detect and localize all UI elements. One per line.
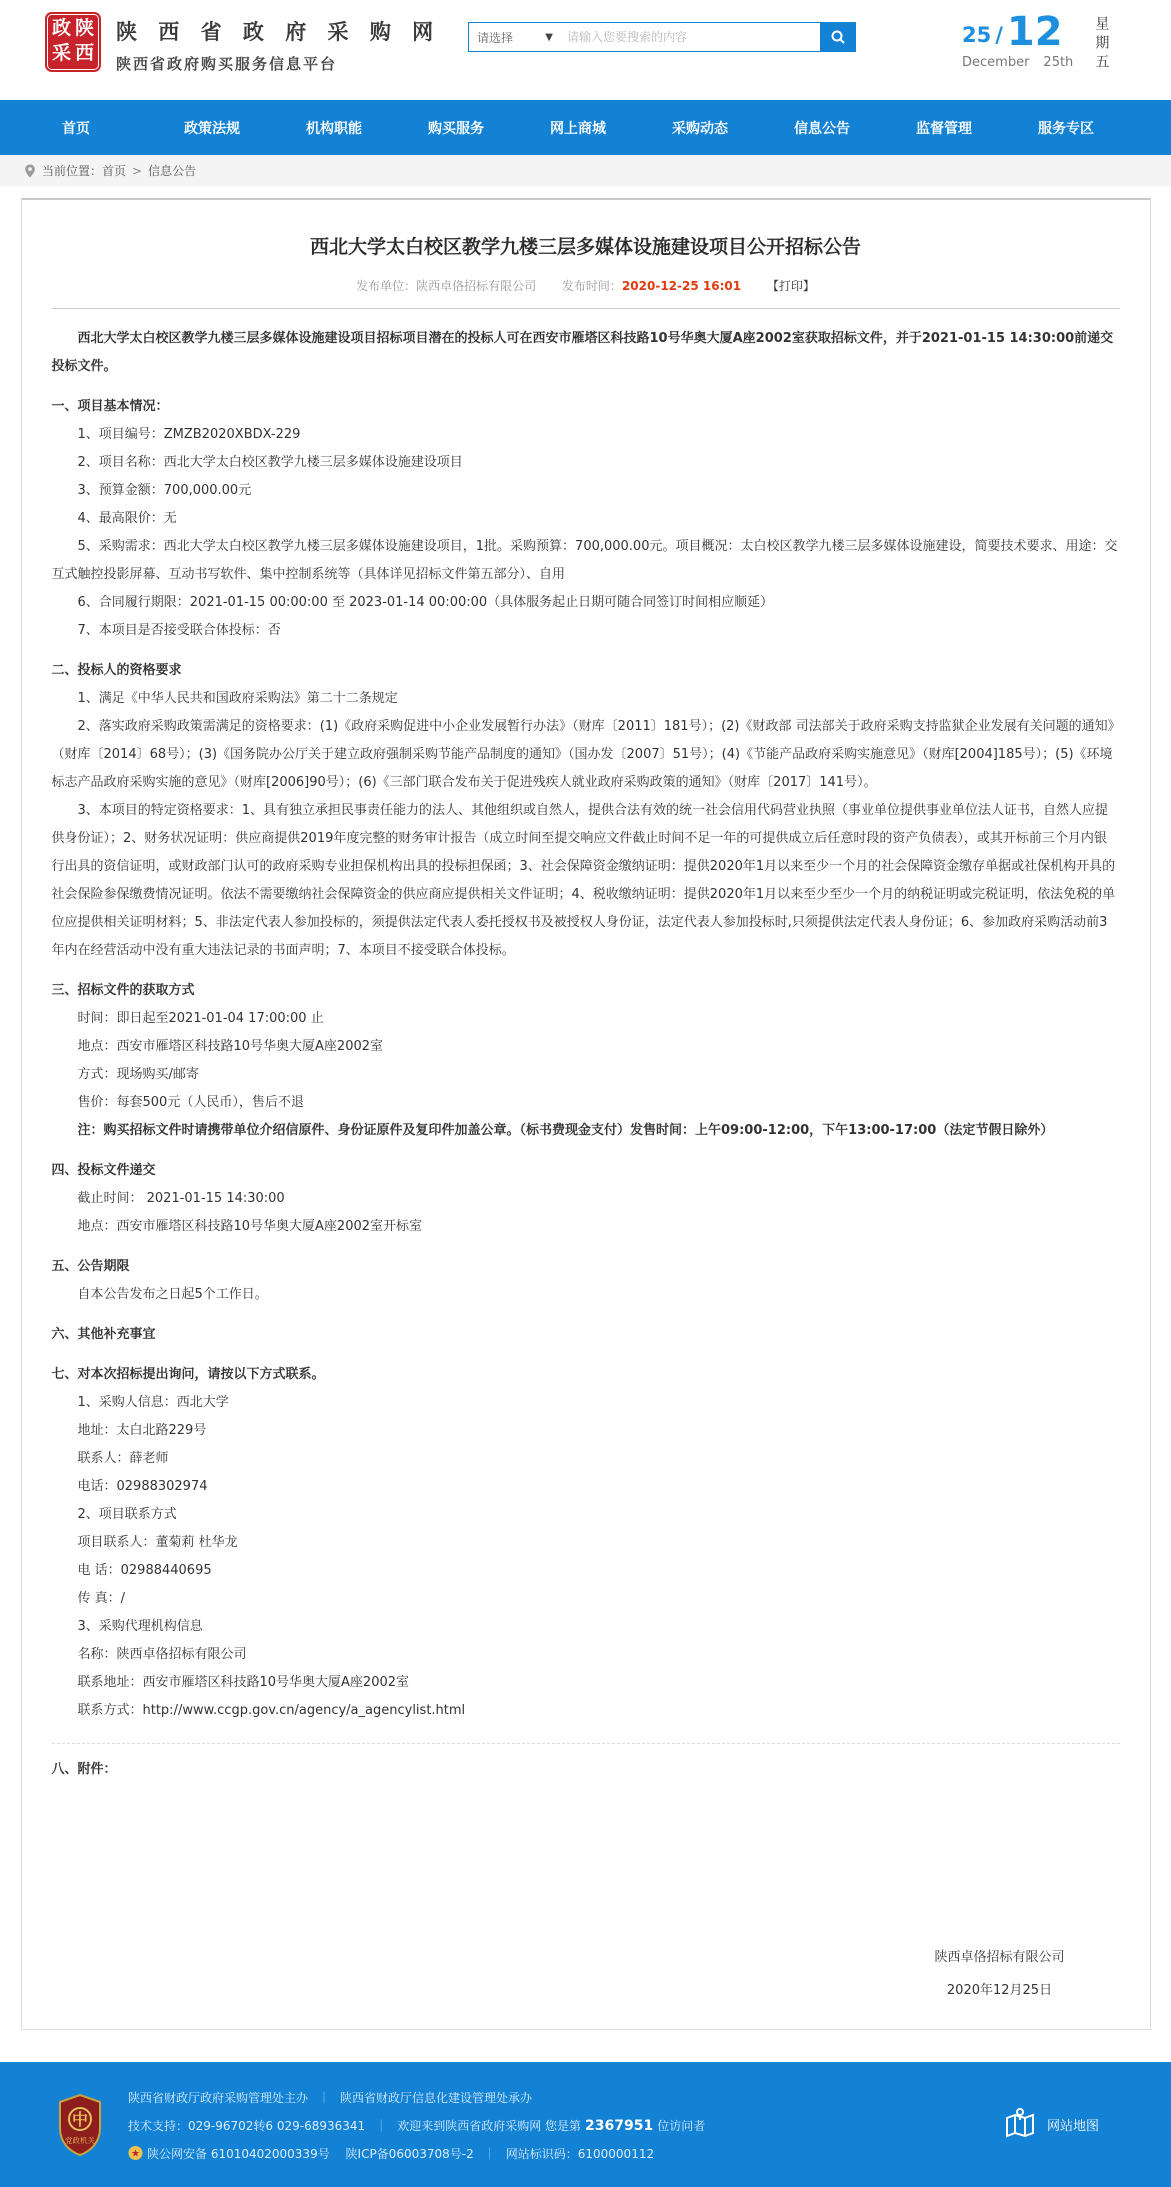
footer-separator: ｜ xyxy=(483,2147,496,2161)
svg-text:中: 中 xyxy=(71,2110,89,2129)
section-2-para-0: 时间：即日起至2021-01-04 17:00:00 止 xyxy=(77,1011,324,1026)
section-0-para-3: 4、最高限价：无 xyxy=(77,511,177,526)
nav-item-6[interactable]: 信息公告 xyxy=(794,120,850,137)
brand-block xyxy=(116,16,440,74)
svg-text:★: ★ xyxy=(131,2148,140,2160)
section-0-para-4: 5、采购需求：西北大学太白校区教学九楼三层多媒体设施建设项目，1批。采购预算：700,000.00元。项目概况：太白校区教学九楼三层多媒体设施建设，简要技术要求、用途：交互式触控投影屏幕、互动书写软件、集中控制系统等（具体详见招标文件第五部分）、自用 xyxy=(51,539,1118,582)
section-heading-5: 六、其他补充事宜 xyxy=(51,1327,156,1342)
section-heading-1: 二、投标人的资格要求 xyxy=(51,663,182,678)
article-intro: 西北大学太白校区教学九楼三层多媒体设施建设项目招标项目潜在的投标人可在西安市雁塔区科技路10号华奥大厦A座2002室获取招标文件，并于2021-01-15 14:30:00前递交投标文件。 xyxy=(51,331,1114,374)
section-heading-7: 八、附件： xyxy=(51,1762,117,1777)
section-0-para-2: 3、预算金额：700,000.00元 xyxy=(77,483,252,498)
section-heading-2: 三、招标文件的获取方式 xyxy=(51,983,195,998)
section-6-para-9: 名称：陕西卓佫招标有限公司 xyxy=(77,1647,247,1662)
nav-item-1[interactable]: 政策法规 xyxy=(184,120,240,137)
signoff-company: 陕西卓佫招标有限公司 xyxy=(934,1950,1065,1965)
date-slash: / xyxy=(995,23,1003,47)
nav-item-4[interactable]: 网上商城 xyxy=(550,120,606,137)
nav-item-0[interactable]: 首页 xyxy=(62,120,90,137)
section-6-para-5: 项目联系人：董菊莉 杜华龙 xyxy=(77,1535,238,1550)
footer-welcome: 欢迎来到陕西省政府采购网 您是第 xyxy=(397,2119,582,2133)
section-2-para-2: 方式：现场购买/邮寄 xyxy=(77,1067,199,1082)
section-heading-4: 五、公告期限 xyxy=(51,1259,130,1274)
footer-line-3 xyxy=(128,2140,705,2168)
search-input[interactable] xyxy=(561,23,820,51)
footer-host: 陕西省财政厅政府采购管理处主办 xyxy=(128,2091,309,2105)
section-2-para-4: 注：购买招标文件时请携带单位介绍信原件、身份证原件及复印件加盖公章。（标书费现金支付）发售时间：上午09:00-12:00，下午13:00-17:00（法定节假日除外） xyxy=(77,1123,1054,1138)
footer-line-2 xyxy=(128,2112,705,2140)
site-code: 网站标识码：6100000112 xyxy=(505,2147,655,2161)
section-4-para-0: 自本公告发布之日起5个工作日。 xyxy=(77,1287,268,1302)
search-icon xyxy=(830,29,846,45)
visitor-count: 2367951 xyxy=(585,2118,654,2134)
section-6-para-10: 联系地址：西安市雁塔区科技路10号华奥大厦A座2002室 xyxy=(77,1675,410,1690)
footer-text-block xyxy=(128,2084,705,2168)
section-6-para-11: 联系方式：http://www.ccgp.gov.cn/agency/a_agencylist.html xyxy=(77,1703,466,1718)
section-2-para-3: 售价：每套500元（人民币），售后不退 xyxy=(77,1095,304,1110)
site-logo xyxy=(45,12,101,72)
main-nav xyxy=(0,100,1171,155)
section-1-para-0: 1、满足《中华人民共和国政府采购法》第二十二条规定 xyxy=(77,691,398,706)
section-heading-6: 七、对本次招标提出询问，请按以下方式联系。 xyxy=(51,1367,325,1382)
section-6-para-4: 2、项目联系方式 xyxy=(77,1507,177,1522)
site-title: 陕 西 省 政 府 采 购 网 xyxy=(116,20,441,44)
date-month-name: December xyxy=(962,55,1030,70)
section-0-para-0: 1、项目编号：ZMZB2020XBDX-229 xyxy=(77,427,301,442)
section-6-para-8: 3、采购代理机构信息 xyxy=(77,1619,203,1634)
announcement-card xyxy=(21,198,1151,2030)
logo-char: 采 xyxy=(51,42,71,64)
sitemap-label: 网站地图 xyxy=(1046,2118,1099,2134)
print-button[interactable]: 【打印】 xyxy=(766,279,815,293)
footer-cohost: 陕西省财政厅信息化建设管理处承办 xyxy=(340,2091,533,2105)
site-header xyxy=(0,0,1171,100)
section-6-para-7: 传 真：/ xyxy=(77,1591,126,1606)
section-heading-0: 一、项目基本情况： xyxy=(51,399,169,414)
publish-time-label: 发布时间： xyxy=(561,279,622,293)
section-6-para-3: 电话：02988302974 xyxy=(77,1479,208,1494)
search-category-select[interactable] xyxy=(469,23,561,51)
nav-item-5[interactable]: 采购动态 xyxy=(672,120,728,137)
article-divider xyxy=(52,308,1120,309)
nav-item-7[interactable]: 监督管理 xyxy=(916,120,972,137)
section-heading-3: 四、投标文件递交 xyxy=(51,1163,156,1178)
footer-line-1 xyxy=(128,2084,705,2112)
chevron-down-icon: ▼ xyxy=(545,31,553,43)
nav-item-3[interactable]: 购买服务 xyxy=(428,120,484,137)
page-title: 西北大学太白校区教学九楼三层多媒体设施建设项目公开招标公告 xyxy=(309,236,861,258)
section-1-para-2: 3、本项目的特定资格要求：1、具有独立承担民事责任能力的法人、其他组织或自然人，提供合法有效的统一社会信用代码营业执照（事业单位提供事业单位法人证书，自然人应提供身份证）；2、财务状况证明：供应商提供2019年度完整的财务审计报告（成立时间至提交响应文件截止时间不足一年的可提供成立后任意时段的资产负债表），或其开标前三个月内银行出具的资信证明，或财政部门认可的政府采购专业担保机构出具的投标担保函；3、社会保障资金缴纳证明：提供2020年1月以来至少一个月的社会保障资金缴存单据或社保机构开具的社会保险参保缴费情况证明。依法不需要缴纳社会保障资金的供应商应提供相关文件证明；4、税收缴纳证明：提供2020年1月以来至少至少一个月的纳税证明或完税证明，依法免税的单位应提供相关证明材料；5、非法定代表人参加投标的，须提供法定代表人委托授权书及被授权人身份证，法定代表人参加投标时,只须提供法定代表人身份证；6、参加政府采购活动前3年内在经营活动中没有重大违法记录的书面声明；7、本项目不接受联合体投标。 xyxy=(51,803,1116,958)
section-0-para-6: 7、本项目是否接受联合体投标：否 xyxy=(77,623,281,638)
sitemap-map-icon xyxy=(1002,2106,1038,2142)
breadcrumb-label: 当前位置： xyxy=(42,164,103,178)
footer-separator: ｜ xyxy=(375,2119,388,2133)
police-record-link[interactable]: 陕公网安备 61010402000339号 xyxy=(147,2147,330,2161)
section-3-para-1: 地点：西安市雁塔区科技路10号华奥大厦A座2002室开标室 xyxy=(77,1219,423,1234)
date-block xyxy=(962,9,1111,73)
section-3-para-0: 截止时间： 2021-01-15 14:30:00 xyxy=(77,1191,285,1206)
publisher-name: 陕西卓佫招标有限公司 xyxy=(416,279,537,293)
site-footer xyxy=(0,2062,1171,2187)
nav-item-8[interactable]: 服务专区 xyxy=(1038,120,1094,137)
sitemap-button[interactable] xyxy=(1002,2106,1099,2142)
section-0-para-1: 2、项目名称：西北大学太白校区教学九楼三层多媒体设施建设项目 xyxy=(77,455,463,470)
icp-record: 陕ICP备06003708号-2 xyxy=(345,2147,474,2161)
breadcrumb xyxy=(0,155,1171,186)
signoff-date: 2020年12月25日 xyxy=(946,1983,1053,1998)
date-weekday: 星期五 xyxy=(1093,16,1110,73)
section-0-para-5: 6、合同履行期限：2021-01-15 00:00:00 至 2023-01-14 00:00:00（具体服务起止日期可随合同签订时间相应顺延） xyxy=(77,595,774,610)
section-6-para-2: 联系人：薛老师 xyxy=(77,1451,169,1466)
date-month: 12 xyxy=(1006,9,1063,55)
government-emblem-icon xyxy=(56,2093,104,2157)
publish-time: 2020-12-25 16:01 xyxy=(621,279,742,293)
article-meta xyxy=(52,277,1120,294)
publisher-label: 发布单位： xyxy=(356,279,417,293)
search-bar xyxy=(468,22,856,52)
section-6-para-0: 1、采购人信息：西北大学 xyxy=(77,1395,229,1410)
footer-welcome-suffix: 位访问者 xyxy=(657,2119,706,2133)
section-1-para-1: 2、落实政府采购政策需满足的资格要求：(1)《政府采购促进中小企业发展暂行办法》（财库〔2011〕181号）；(2)《财政部 司法部关于政府采购支持监狱企业发展有关问题的通知》（财库〔2014〕68号）；(3)《国务院办公厅关于建立政府强制采购节能产品制度的通知》（国办发〔2007〕51号）；(4)《节能产品政府采购实施意见》（财库[2004]185号）；(5)《环境标志产品政府采购实施的意见》（财库[2006]90号）；(6)《三部门联合发布关于促进残疾人就业政府采购政策的通知》（财库〔2017〕141号）。 xyxy=(51,719,1115,790)
emblem-label: 党政机关 xyxy=(65,2136,95,2145)
section-2-para-1: 地点：西安市雁塔区科技路10号华奥大厦A座2002室 xyxy=(77,1039,384,1054)
dashed-divider xyxy=(52,1743,1120,1744)
breadcrumb-home-link[interactable]: 首页 xyxy=(102,164,127,178)
footer-tech-support: 技术支持：029-96702转6 029-68936341 xyxy=(128,2119,366,2133)
section-6-para-6: 电 话：02988440695 xyxy=(77,1563,212,1578)
search-button[interactable] xyxy=(820,22,856,52)
article-body xyxy=(52,325,1120,1784)
date-ordinal: 25th xyxy=(1043,55,1074,70)
logo-char: 陕 xyxy=(74,17,94,39)
breadcrumb-separator: > xyxy=(132,163,143,178)
search-select-label: 请选择 xyxy=(477,30,514,45)
date-day: 25 xyxy=(962,23,992,47)
police-badge-icon xyxy=(128,2145,143,2161)
nav-item-2[interactable]: 机构职能 xyxy=(306,120,362,137)
location-pin-icon xyxy=(24,164,36,178)
article-signoff xyxy=(934,1941,1064,2007)
section-6-para-1: 地址：太白北路229号 xyxy=(77,1423,207,1438)
site-subtitle: 陕西省政府购买服务信息平台 xyxy=(116,55,338,73)
logo-char: 西 xyxy=(74,42,94,64)
footer-separator: ｜ xyxy=(318,2091,331,2105)
logo-char: 政 xyxy=(51,17,71,39)
breadcrumb-current-link[interactable]: 信息公告 xyxy=(148,164,197,178)
